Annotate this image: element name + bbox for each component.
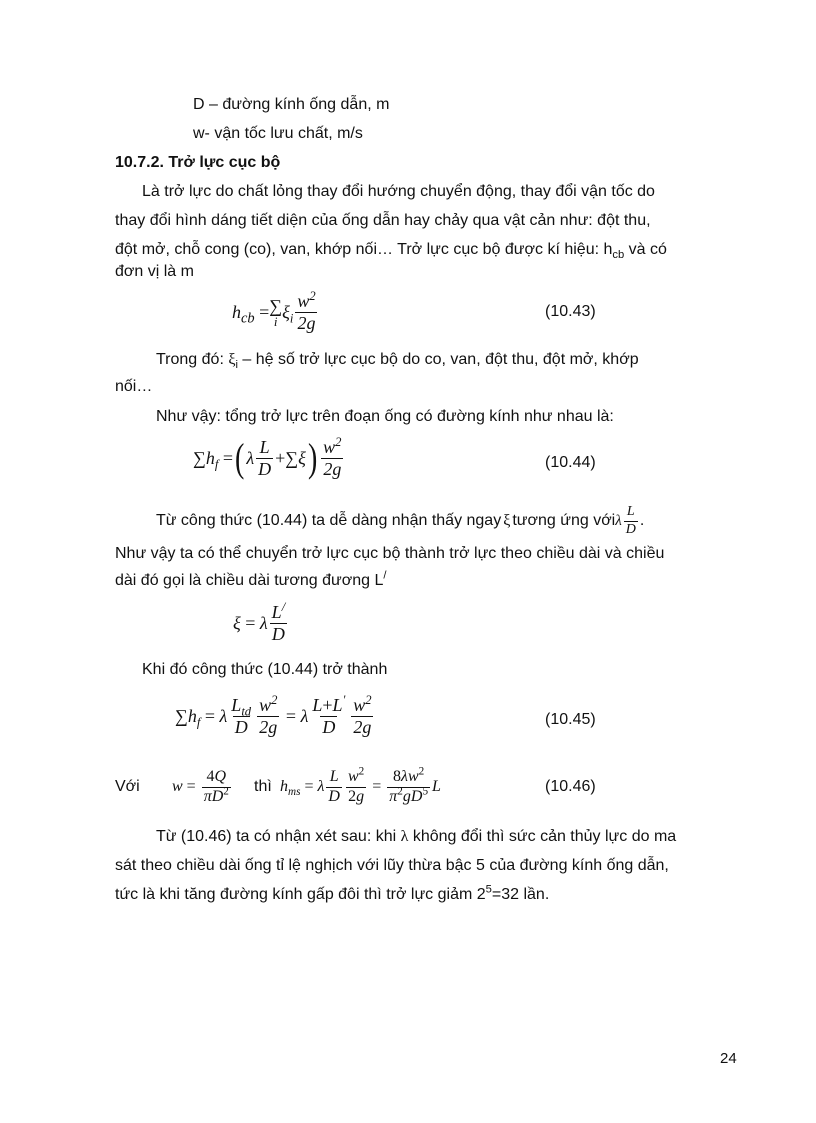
paragraph-7-line-3: tức là khi tăng đường kính gấp đôi thì trở lực giảm $2^5=32$ lần.: [115, 883, 550, 903]
paragraph-3: Như vậy: tổng trở lực trên đoạn ống có đường kính như nhau là:: [156, 408, 614, 425]
page-number: 24: [720, 1050, 737, 1067]
text-with: Với: [115, 778, 140, 795]
equation-number-10-44: (10.44): [545, 454, 596, 471]
paragraph-2-line-2: nối…: [115, 378, 153, 395]
text-line-w: w- vận tốc lưu chất, m/s: [193, 125, 363, 142]
text-line-d: D – đường kính ống dẫn, m: [193, 96, 390, 113]
equation-10-43: $h_{cb}$ = ∑ i $\xi_i$ $\frac{w^2}{2g}$: [232, 288, 316, 333]
section-heading: 10.7.2. Trở lực cục bộ: [115, 154, 281, 171]
equation-10-46: $h_{ms}$ = λ $\frac{L}{D}$ $\frac{w^2}{2g}$ = $\frac{8\lambda w^2}{\pi^2gD^5}$ L: [280, 765, 441, 805]
equation-number-10-43: (10.43): [545, 303, 596, 320]
paragraph-1-line-3: đột mở, chỗ cong (co), van, khớp nối… Trở lực cục bộ được kí hiệu: $h_{cb}$ và có: [115, 241, 667, 262]
paragraph-4-line-2: Như vậy ta có thể chuyển trở lực cục bộ thành trở lực theo chiều dài và chiều: [115, 545, 665, 562]
paragraph-7-line-1: Từ (10.46) ta có nhận xét sau: khi λ không đổi thì sức cản thủy lực do ma: [156, 828, 677, 845]
paragraph-7-line-2: sát theo chiều dài ống tỉ lệ nghịch với lũy thừa bậc 5 của đường kính ống dẫn,: [115, 857, 669, 874]
equation-equivalent-length: ξ = λ $\frac{L^/}{D}$: [233, 599, 286, 644]
equation-velocity: w = $\frac{4Q}{\pi D^2}$: [172, 767, 229, 805]
equation-number-10-46: (10.46): [545, 778, 596, 795]
paragraph-1-line-4: đơn vị là m: [115, 263, 194, 280]
paragraph-1-line-2: thay đổi hình dáng tiết diện của ống dẫn hay chảy qua vật cản như: đột thu,: [115, 212, 651, 229]
equation-10-44: ∑ $h_f$ = ( λ $\frac{L}{D}$ +∑ ξ ) $\frac{w^2}{2g}$: [193, 434, 342, 480]
equation-number-10-45: (10.45): [545, 711, 596, 728]
paragraph-5: Khi đó công thức (10.44) trở thành: [142, 661, 388, 678]
equation-10-45: ∑ $h_f$ = λ $\frac{L_{td}}{D}$ $\frac{w^2}{2g}$ = λ $\frac{L+L'}{D}$ $\frac{w^2}{2g}$: [175, 692, 372, 737]
text-then: thì: [254, 778, 272, 795]
paragraph-4-line-1: Từ công thức (10.44) ta dễ dàng nhận thấy ngay ξ tương ứng với λ $\frac{L}{D}$ .: [156, 504, 645, 537]
paragraph-4-line-3: dài đó gọi là chiều dài tương đương L/: [115, 569, 387, 589]
paragraph-2-line-1: Trong đó: $\xi_i$ – hệ số trở lực cục bộ do co, van, đột thu, đột mở, khớp: [156, 351, 639, 372]
paragraph-1-line-1: Là trở lực do chất lỏng thay đổi hướng chuyển động, thay đổi vận tốc do: [142, 183, 655, 200]
